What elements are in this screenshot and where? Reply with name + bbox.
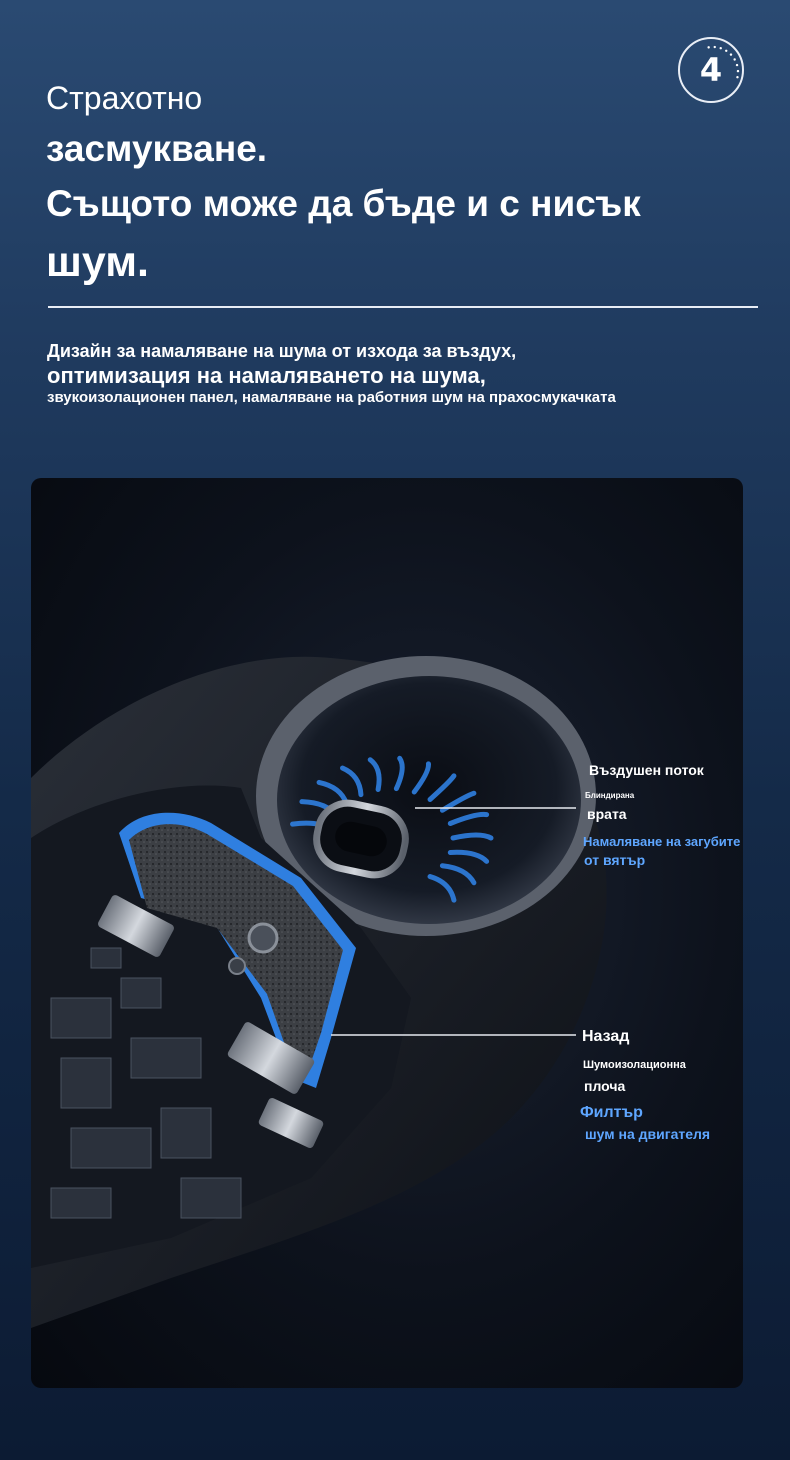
subtitle-line-1: Дизайн за намаляване на шума от изхода за въздух, (47, 341, 517, 361)
filter-desc-2: шум на двигателя (585, 1126, 711, 1142)
subtitle-line-2: оптимизация на намаляването на шума, (47, 363, 486, 388)
subtitle-line-3: звукоизолационен панел, намаляване на работния шум на прахосмукачката (47, 389, 616, 406)
step-number-badge (678, 37, 744, 103)
wind-loss-desc-1: Намаляване на загубите (583, 834, 741, 849)
wind-loss-desc-2: от вятър (584, 852, 646, 868)
headline-divider (48, 306, 758, 308)
shielded-label: Блиндирана (585, 791, 635, 800)
soundproof-label: Шумоизолационна (583, 1059, 686, 1071)
step-number: 4 (699, 51, 723, 89)
plate-label: плоча (584, 1078, 626, 1094)
gate-label: врата (587, 806, 627, 822)
vacuum-cutaway-illustration (31, 478, 743, 1388)
airflow-title: Въздушен поток (589, 762, 704, 778)
headline-line-4: шум. (46, 238, 149, 286)
headline-line-3: Същото може да бъде и с нисък (46, 183, 641, 224)
product-cutaway-image (31, 478, 743, 1388)
back-title: Назад (582, 1028, 630, 1045)
headline-line-2: засмукване. (46, 128, 268, 169)
filter-desc-1: Филтър (580, 1104, 643, 1121)
headline-line-1: Страхотно (46, 80, 203, 116)
